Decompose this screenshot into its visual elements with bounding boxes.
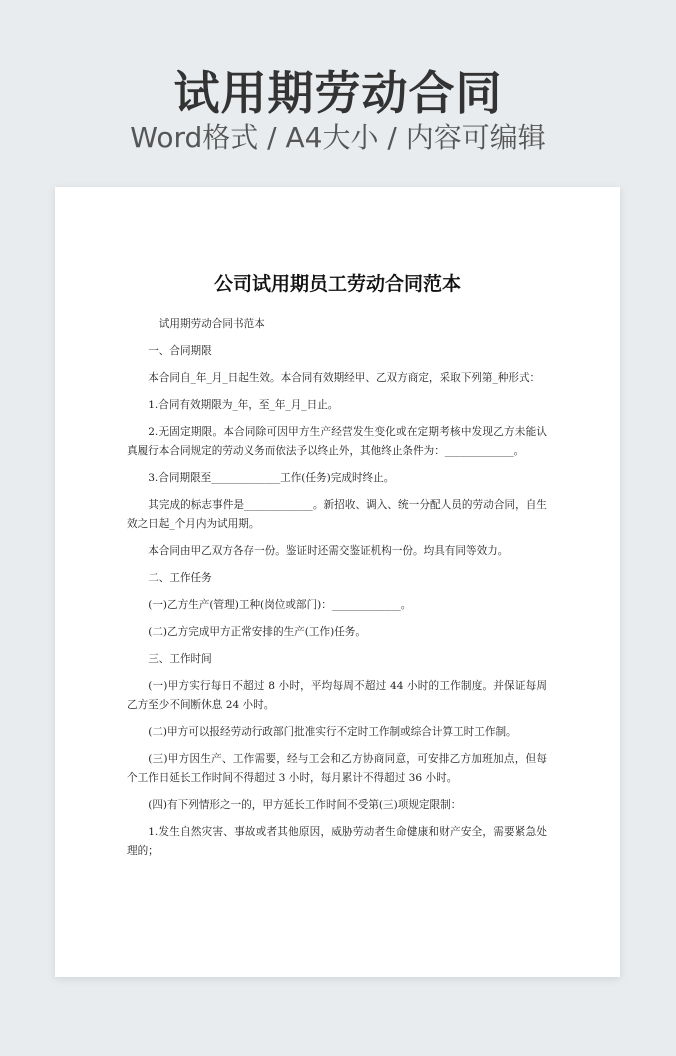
paragraph: 其完成的标志事件是_____________。新招收、调入、统一分配人员的劳动合同，自生效之日起_个月内为试用期。: [127, 499, 547, 530]
paragraph: (四)有下列情形之一的，甲方延长工作时间不受第(三)项规定限制：: [148, 799, 462, 811]
paragraph: 1.发生自然灾害、事故或者其他原因，威胁劳动者生命健康和财产安全，需要紧急处理的；: [127, 826, 547, 857]
document-body: [127, 315, 547, 869]
section-heading: 二、工作任务: [148, 572, 212, 584]
banner-subtitle: Word格式 / A4大小 / 内容可编辑: [130, 121, 546, 154]
paragraph: 本合同由甲乙双方各存一份。鉴证时还需交鉴证机构一份。均具有同等效力。: [148, 545, 509, 557]
section-heading: 一、合同期限: [148, 345, 212, 357]
paragraph: (二)乙方完成甲方正常安排的生产(工作)任务。: [148, 626, 366, 638]
paragraph: 1.合同有效期限为_年，至_年_月_日止。: [148, 399, 339, 411]
paragraph: 2.无固定期限。本合同除可因甲方生产经营发生变化或在定期考核中发现乙方未能认真履行本合同规定的劳动义务而依法予以终止外，其他终止条件为：_____________。: [127, 426, 547, 457]
banner-title: 试用期劳动合同: [173, 66, 503, 120]
paragraph: 3.合同期限至_____________工作(任务)完成时终止。: [148, 472, 395, 484]
paragraph: (一)甲方实行每日不超过 8 小时，平均每周不超过 44 小时的工作制度。并保证每周乙方至少不间断休息 24 小时。: [127, 680, 547, 711]
paragraph: (一)乙方生产(管理)工种(岗位或部门)：_____________。: [148, 599, 412, 611]
paragraph: 本合同自_年_月_日起生效。本合同有效期经甲、乙双方商定，采取下列第_种形式：: [148, 372, 541, 384]
paragraph: (二)甲方可以报经劳动行政部门批准实行不定时工作制或综合计算工时工作制。: [148, 726, 517, 738]
document-title: 公司试用期员工劳动合同范本: [213, 273, 461, 295]
document-page: [55, 187, 620, 977]
paragraph: (三)甲方因生产、工作需要，经与工会和乙方协商同意，可安排乙方加班加点，但每个工作日延长工作时间不得超过 3 小时，每月累计不得超过 36 小时。: [127, 753, 547, 784]
doc-heading-line: 试用期劳动合同书范本: [158, 318, 265, 330]
section-heading: 三、工作时间: [148, 653, 212, 665]
